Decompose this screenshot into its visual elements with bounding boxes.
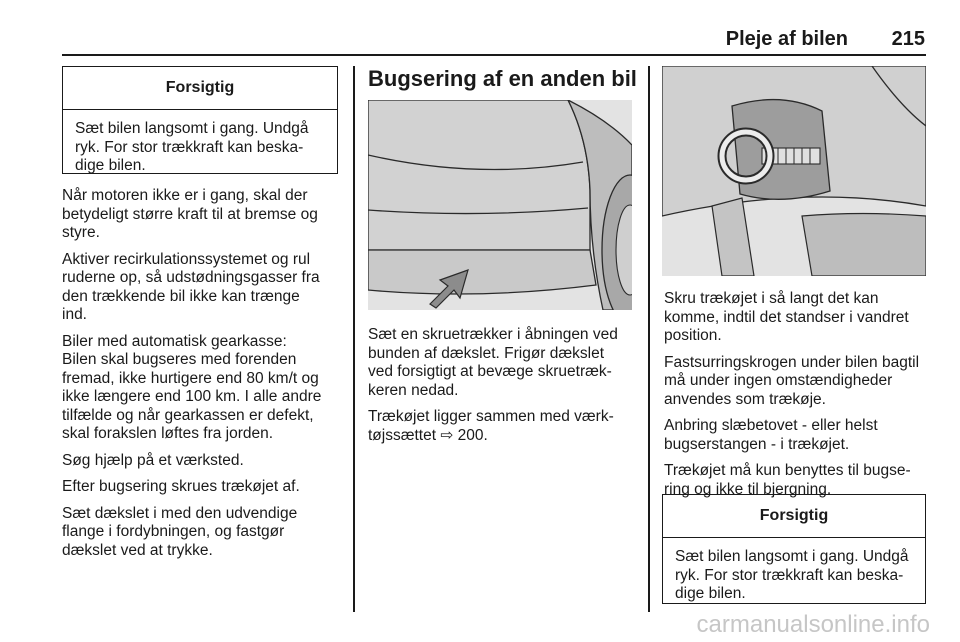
- paragraph: Trækøjet må kun benyttes til bugse- ring og ikke til bjergning.: [664, 462, 911, 498]
- section-heading: Bugsering af en anden bil: [368, 66, 637, 91]
- rear-bumper-cover-illustration: [368, 100, 632, 310]
- column-divider-left: [353, 66, 355, 612]
- caution-box-right: [662, 494, 926, 604]
- paragraph: Skru trækøjet i så langt det kan komme, indtil det standser i vandret position.: [664, 290, 909, 344]
- page-reference-arrow-icon: ⇨: [440, 426, 454, 444]
- reference-text: Trækøjet ligger sammen med værk- tøjssættet: [368, 408, 614, 444]
- paragraph: Når motoren ikke er i gang, skal der betydeligt større kraft til at bremse og styre.: [62, 187, 318, 241]
- header-rule: [62, 54, 926, 56]
- page-header-title: Pleje af bilen: [725, 28, 848, 50]
- caution-box-left: [62, 66, 338, 174]
- paragraph: Biler med automatisk gearkasse: Bilen skal bugseres med forenden fremad, ikke hurtigere end 80 km/t og ikke længere end 100 km. I alle andre tilfælde og når gearkassen er defekt, skal forakslen løftes fra jorden.: [62, 332, 322, 442]
- towing-eye-drawing: [662, 66, 926, 276]
- towing-eye-illustration: [662, 66, 926, 276]
- paragraph: Søg hjælp på et værksted.: [62, 451, 244, 469]
- paragraph: Sæt en skruetrækker i åbningen ved bunden af dækslet. Frigør dækslet ved forsigtigt at bevæge skruetræk- keren nedad.: [368, 326, 618, 399]
- right-column-text: [664, 290, 932, 507]
- bumper-cover-drawing: [368, 100, 632, 310]
- paragraph-reference: [368, 408, 644, 445]
- caution-heading: Forsigtig: [63, 67, 337, 110]
- paragraph: Efter bugsering skrues trækøjet af.: [62, 478, 300, 495]
- caution-text: Sæt bilen langsomt i gang. Undgå ryk. For stor trækkraft kan beska- dige bilen.: [675, 548, 909, 602]
- middle-column-text: [368, 326, 644, 453]
- watermark: carmanualsonline.info: [696, 611, 930, 638]
- reference-page: 200.: [457, 426, 488, 444]
- caution-text: Sæt bilen langsomt i gang. Undgå ryk. For stor trækkraft kan beska- dige bilen.: [75, 120, 309, 174]
- page-number: 215: [891, 28, 925, 50]
- paragraph: Fastsurringskrogen under bilen bagtil må under ingen omstændigheder anvendes som trækøje.: [664, 353, 920, 408]
- column-divider-right: [648, 66, 650, 612]
- paragraph: Aktiver recirkulationssystemet og rul ruderne op, så udstødningsgasser fra den trækkende bil ikke kan trænge ind.: [62, 250, 320, 323]
- left-column-text: [62, 187, 352, 568]
- paragraph: Sæt dækslet i med den udvendige flange i fordybningen, og fastgør dækslet ved at trykke.: [62, 504, 298, 559]
- caution-heading: Forsigtig: [663, 495, 925, 538]
- paragraph: Anbring slæbetovet - eller helst bugserstangen - i trækøjet.: [664, 417, 878, 453]
